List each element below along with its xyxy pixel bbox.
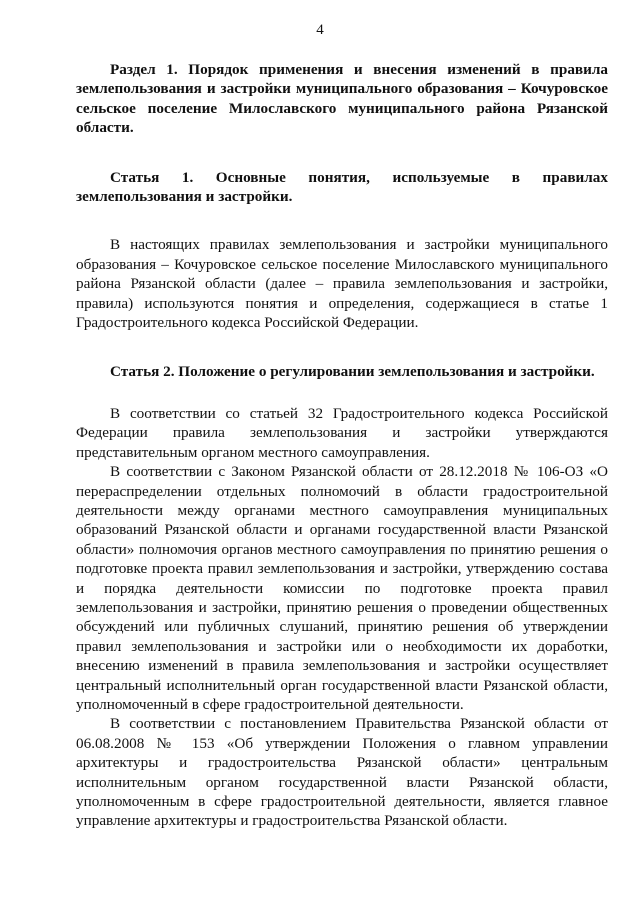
- article-2-title: Статья 2. Положение о регулировании землепользования и застройки.: [110, 363, 595, 381]
- article-2-paragraph-3: В соответствии с постановлением Правительства Рязанской области от 06.08.2008 № 153 «Об утверждении Положения о главном управлении архитектуры и градостроительства Рязанской области» центральным исполнительным органом государственной власти Рязанской области, уполномоченным в сфере градостроительной деятельности, является главное управление архитектуры и градостроительства Рязанской области.: [76, 715, 608, 830]
- article-1-title: Статья 1. Основные понятия, используемые в правилах землепользования и застройки.: [76, 168, 608, 206]
- article-1-paragraph-1: В настоящих правилах землепользования и застройки муниципального образования – Кочуровское сельское поселение Милославского муниципального района Рязанской области (далее – правила землепользования и застройки, правила) используются понятия и определения, содержащиеся в статье 1 Градостроительного кодекса Российской Федерации.: [76, 236, 608, 332]
- section-title: Раздел 1. Порядок применения и внесения изменений в правила землепользования и застройки муниципального образования – Кочуровское сельское поселение Милославского муниципального района Рязанской области.: [76, 61, 608, 137]
- document-body: [76, 58, 608, 831]
- article-2-paragraph-1: В соответствии со статьей 32 Градостроительного кодекса Российской Федерации правила землепользования и застройки утверждаются представительным органом местного самоуправления.: [76, 404, 608, 461]
- article-2-paragraph-2: В соответствии с Законом Рязанской области от 28.12.2018 № 106-ОЗ «О перераспределении отдельных полномочий в области градостроительной деятельности между органами местного самоуправления муниципальных образований Рязанской области и органами государственной власти Рязанской области» полномочия органов местного самоуправления по принятию решения о подготовке проекта правил землепользования и застройки, утверждению состава и порядка деятельности комиссии по подготовке проекта правил землепользования и застройки, принятию решения о проведении общественных обсуждений или публичных слушаний, принятию решения об утверждении правил землепользования и застройки или о необходимости их доработки, внесению изменений в правила землепользования и застройки осуществляет центральный исполнительный орган государственной власти Рязанской области, уполномоченный в сфере градостроительной деятельности.: [76, 463, 608, 713]
- page-number: 4: [316, 22, 324, 38]
